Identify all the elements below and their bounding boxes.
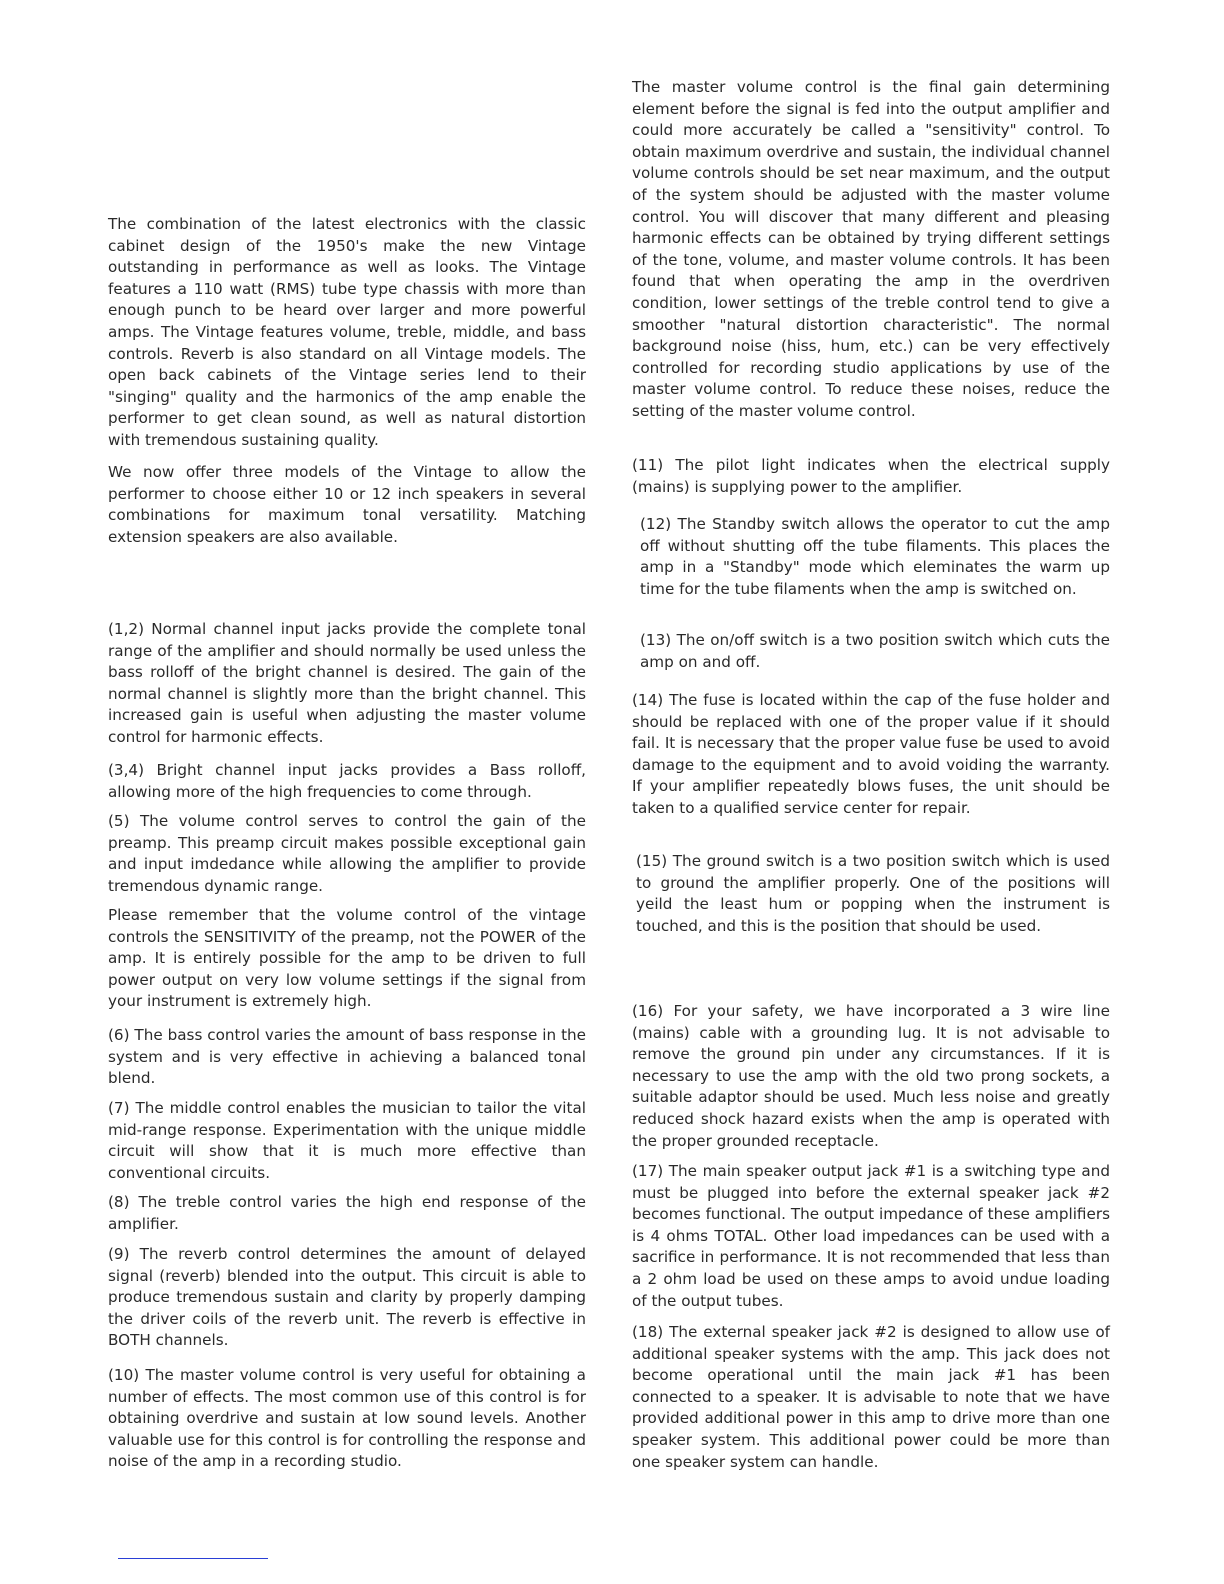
master-volume-paragraph: (10) The master volume control is very useful for obtaining a number of effects. The most common use of this control is for obtaining overdrive and sustain at low sound levels. Another valuable use for this control is for controlling the response and noise of the amp in a recording studio. (108, 1366, 586, 1471)
main-speaker-jack-paragraph: (17) The main speaker output jack #1 is a switching type and must be plugged into before the external speaker jack #2 becomes functional. The output impedance of these amplifiers is 4 ohms TOTAL. Other load impedances can be used with a sacrifice in performance. It is not recommended that less than a 2 ohm load be used on these amps to avoid undue loading of the output tubes. (632, 1162, 1110, 1310)
bass-control-paragraph: (6) The bass control varies the amount of bass response in the system and is very effective in achieving a balanced tonal blend. (108, 1026, 586, 1088)
external-speaker-jack-paragraph: (18) The external speaker jack #2 is designed to allow use of additional speaker systems with the amp. This jack does not become operational until the main jack #1 has been connected to a speaker. It is advisable to note that we have provided additional power in this amp to drive more than one speaker system. This additional power could be more than one speaker system can handle. (632, 1323, 1110, 1471)
pilot-light-paragraph: (11) The pilot light indicates when the electrical supply (mains) is supplying power to the amplifier. (632, 456, 1110, 496)
bright-input-paragraph: (3,4) Bright channel input jacks provides a Bass rolloff, allowing more of the high frequencies to come through. (108, 761, 586, 801)
volume-control-paragraph: (5) The volume control serves to control the gain of the preamp. This preamp circuit makes possible exceptional gain and input imdedance while allowing the amplifier to provide tremendous dynamic range. (108, 812, 586, 895)
treble-control-paragraph: (8) The treble control varies the high end response of the amplifier. (108, 1193, 586, 1233)
ground-switch-paragraph: (15) The ground switch is a two position switch which is used to ground the amplifier properly. One of the positions will yeild the least hum or popping when the instrument is touched, and this is the position that should be used. (636, 852, 1110, 935)
intro-paragraph: The combination of the latest electronics with the classic cabinet design of the 1950's make the new Vintage outstanding in performance as well as looks. The Vintage features a 110 watt (RMS) tube type chassis with more than enough punch to be heard over larger and more powerful amps. The Vintage features volume, treble, middle, and bass controls. Reverb is also standard on all Vintage models. The open back cabinets of the Vintage series lend to their "singing" quality and the harmonics of the amp enable the performer to get clean sound, as well as natural distortion with tremendous sustaining quality. (108, 215, 586, 449)
normal-input-paragraph: (1,2) Normal channel input jacks provide the complete tonal range of the amplifier and should normally be used unless the bass rolloff of the bright channel is desired. The gain of the normal channel is slightly more than the bright channel. This increased gain is useful when adjusting the master volume control for harmonic effects. (108, 620, 586, 746)
line-cable-paragraph: (16) For your safety, we have incorporated a 3 wire line (mains) cable with a grounding lug. It is not advisable to remove the ground pin under any circumstances. If it is necessary to use the amp with the old two prong sockets, a suitable adaptor should be used. Much less noise and greatly reduced shock hazard exists when the amp is operated with the proper grounded receptacle. (632, 1002, 1110, 1150)
fuse-paragraph: (14) The fuse is located within the cap of the fuse holder and should be replaced with one of the proper value if it should fail. It is necessary that the proper value fuse be used to avoid damage to the equipment and to avoid voiding the warranty. If your amplifier repeatedly blows fuses, the unit should be taken to a qualified service center for repair. (632, 691, 1110, 817)
master-volume-detail-paragraph: The master volume control is the final gain determining element before the signal is fed into the output amplifier and could more accurately be called a "sensitivity" control. To obtain maximum overdrive and sustain, the individual channel volume controls should be set near maximum, and the output of the system should be adjusted with the master volume control. You will discover that many different and pleasing harmonic effects can be obtained by trying different settings of the tone, volume, and master volume controls. It has been found that when operating the amp in the overdriven condition, lower settings of the treble control tend to give a smoother "natural distortion characteristic". The normal background noise (hiss, hum, etc.) can be very effectively controlled for recording studio applications by use of the master volume control. To reduce these noises, reduce the setting of the master volume control. (632, 78, 1110, 420)
standby-switch-paragraph: (12) The Standby switch allows the operator to cut the amp off without shutting off the tube filaments. This places the amp in a "Standby" mode which eleminates the warm up time for the tube filaments when the amp is switched on. (640, 515, 1110, 598)
middle-control-paragraph: (7) The middle control enables the musician to tailor the vital mid-range response. Experimentation with the unique middle circuit will show that it is much more effective than conventional circuits. (108, 1099, 586, 1182)
footer-rule (118, 1558, 268, 1559)
reverb-control-paragraph: (9) The reverb control determines the amount of delayed signal (reverb) blended into the output. This circuit is able to produce tremendous sustain and clarity by properly damping the driver coils of the reverb unit. The reverb is effective in BOTH channels. (108, 1245, 586, 1350)
sensitivity-note-paragraph: Please remember that the volume control of the vintage controls the SENSITIVITY of the preamp, not the POWER of the amp. It is entirely possible for the amp to be driven to full power output on very low volume settings if the signal from your instrument is extremely high. (108, 906, 586, 1011)
on-off-switch-paragraph: (13) The on/off switch is a two position switch which cuts the amp on and off. (640, 631, 1110, 671)
models-paragraph: We now offer three models of the Vintage to allow the performer to choose either 10 or 12 inch speakers in several combinations for maximum tonal versatility. Matching extension speakers are also available. (108, 463, 586, 546)
